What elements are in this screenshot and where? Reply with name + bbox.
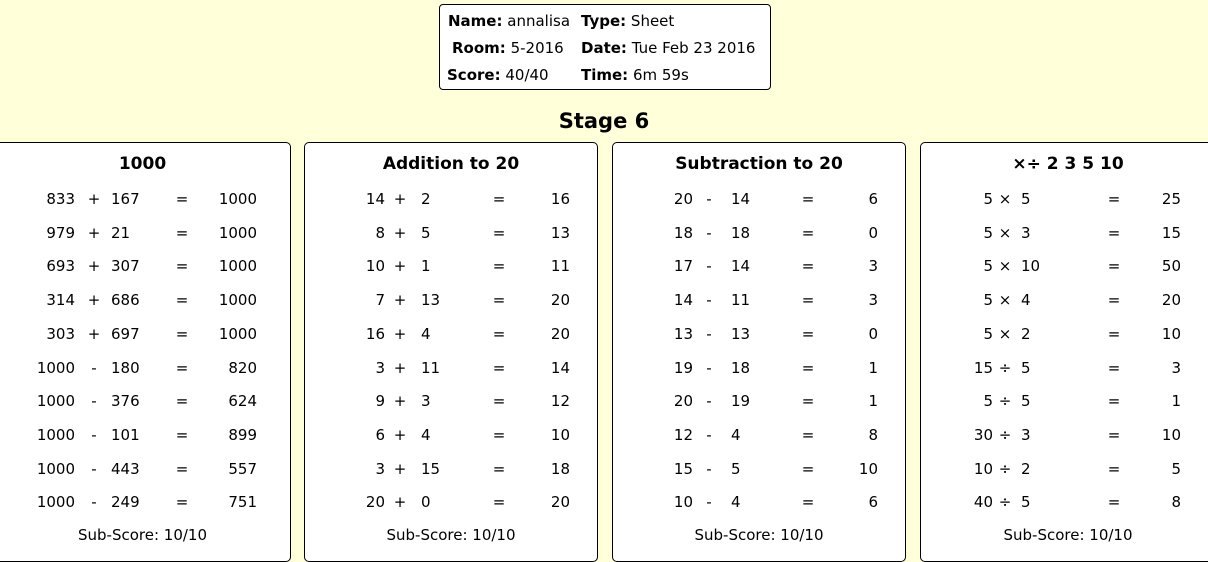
answer: 20 [550,493,570,512]
operand-b: 2 [1021,459,1031,478]
operand-a: 5 [983,257,993,276]
operand-b: 18 [731,358,751,377]
operator: + [393,223,407,242]
time-label: Time: [581,66,629,84]
operator: + [393,324,407,343]
operand-a: 3 [375,459,385,478]
equals-sign: = [1107,223,1121,242]
operand-a: 20 [365,493,385,512]
equation-row [921,322,1208,346]
answer: 10 [858,459,878,478]
equation-row [305,490,597,514]
operand-b: 21 [111,223,131,242]
operand-b: 3 [1021,223,1031,242]
answer: 15 [1161,223,1181,242]
equals-sign: = [1107,392,1121,411]
operand-a: 303 [46,324,75,343]
operator: - [706,459,712,478]
equals-sign: = [1107,459,1121,478]
equals-sign: = [175,459,189,478]
operator: - [706,190,712,208]
operand-b: 249 [111,493,140,512]
equation-row [921,221,1208,245]
operand-a: 10 [973,459,993,478]
equals-sign: = [1107,324,1121,343]
equation-row [613,389,905,413]
operand-b: 11 [421,358,441,377]
operator: - [91,459,97,478]
equals-sign: = [801,459,815,478]
operator: ÷ [998,358,1012,377]
equals-sign: = [492,223,506,242]
operand-b: 167 [111,190,140,208]
operand-a: 5 [983,324,993,343]
operand-a: 3 [375,358,385,377]
operator: + [393,392,407,411]
operand-b: 443 [111,459,140,478]
panel-1000 [0,142,291,562]
equation-row [305,254,597,278]
operand-a: 15 [973,358,993,377]
operand-a: 1000 [36,459,75,478]
operand-a: 10 [365,257,385,276]
time-info [581,66,689,84]
operand-a: 20 [673,392,693,411]
time-value: 6m 59s [632,66,689,84]
sub-score: Sub-Score: 10/10 [77,526,208,544]
operand-a: 979 [46,223,75,242]
operand-b: 5 [421,223,431,242]
equals-sign: = [492,324,506,343]
panel-addition-to-20 [304,142,598,562]
equals-sign: = [492,190,506,208]
operator: + [393,257,407,276]
score-value: 40/40 [505,66,549,84]
operand-b: 13 [421,291,441,310]
operand-a: 833 [46,190,75,208]
operand-b: 4 [421,425,431,444]
equation-row [305,288,597,312]
operand-b: 19 [731,392,751,411]
equals-sign: = [1107,425,1121,444]
operand-b: 14 [731,257,751,276]
answer: 899 [228,425,257,444]
operator: - [706,291,712,310]
answer: 25 [1161,190,1181,208]
operand-a: 8 [375,223,385,242]
equals-sign: = [1107,257,1121,276]
operator: × [998,190,1012,208]
score-label: Score: [447,66,501,84]
equals-sign: = [801,190,815,208]
equals-sign: = [175,291,189,310]
operator: + [393,358,407,377]
equation-row [613,423,905,447]
operand-a: 7 [375,291,385,310]
operator: - [706,425,712,444]
equals-sign: = [492,459,506,478]
answer: 18 [550,459,570,478]
answer: 0 [868,223,878,242]
operand-b: 4 [731,425,741,444]
equals-sign: = [175,392,189,411]
equation-row [305,356,597,380]
operand-b: 4 [421,324,431,343]
answer: 1 [868,358,878,377]
equation-row [305,389,597,413]
equals-sign: = [492,493,506,512]
date-label: Date: [581,39,627,57]
equation-row [921,254,1208,278]
date-info [581,39,755,57]
operand-a: 18 [673,223,693,242]
equation-row [305,322,597,346]
operator: + [87,190,101,208]
operand-b: 5 [1021,493,1031,512]
answer: 1000 [218,291,257,310]
equals-sign: = [175,190,189,208]
equation-row [921,457,1208,481]
operand-a: 19 [673,358,693,377]
operand-a: 5 [983,223,993,242]
operand-a: 5 [983,190,993,208]
room-value: 5-2016 [510,39,564,57]
operand-b: 15 [421,459,441,478]
operator: - [91,392,97,411]
answer: 20 [1161,291,1181,310]
operator: + [393,425,407,444]
operand-b: 13 [731,324,751,343]
equals-sign: = [492,425,506,444]
equation-row [0,457,290,481]
operator: + [393,291,407,310]
operator: ÷ [998,425,1012,444]
equals-sign: = [801,425,815,444]
panel-title: Subtraction to 20 [675,154,843,174]
equation-row [305,221,597,245]
answer: 1000 [218,324,257,343]
operator: + [87,223,101,242]
operand-a: 40 [973,493,993,512]
name-info [448,12,570,30]
equals-sign: = [801,493,815,512]
operand-a: 13 [673,324,693,343]
panel-subtraction-to-20 [612,142,906,562]
answer: 10 [1161,324,1181,343]
equals-sign: = [175,358,189,377]
operand-b: 3 [421,392,431,411]
equals-sign: = [801,324,815,343]
operand-a: 1000 [36,392,75,411]
answer: 0 [868,324,878,343]
operator: + [87,257,101,276]
equals-sign: = [801,358,815,377]
equation-row [0,389,290,413]
panel-title: 1000 [118,154,167,174]
equation-row [613,356,905,380]
operand-b: 5 [1021,392,1031,411]
room-label: Room: [452,39,506,57]
operand-a: 9 [375,392,385,411]
operand-a: 5 [983,291,993,310]
operand-b: 686 [111,291,140,310]
operator: + [393,493,407,512]
answer: 12 [550,392,570,411]
operand-a: 20 [673,190,693,208]
operator: + [87,291,101,310]
equals-sign: = [801,392,815,411]
equation-row [0,356,290,380]
equals-sign: = [492,392,506,411]
room-info [452,39,564,57]
operator: - [706,324,712,343]
operand-b: 5 [1021,358,1031,377]
answer: 11 [550,257,570,276]
equals-sign: = [801,223,815,242]
operand-a: 1000 [36,358,75,377]
answer: 10 [1161,425,1181,444]
equation-row [0,322,290,346]
answer: 751 [228,493,257,512]
equals-sign: = [801,291,815,310]
answer: 14 [550,358,570,377]
operator: - [91,358,97,377]
answer: 16 [550,190,570,208]
equation-row [921,187,1208,211]
sub-score: Sub-Score: 10/10 [386,526,516,544]
info-box [439,4,771,90]
equals-sign: = [492,358,506,377]
equation-row [0,423,290,447]
sub-score: Sub-Score: 10/10 [1003,526,1133,544]
answer: 50 [1161,257,1181,276]
score-info [447,66,549,84]
equation-row [613,254,905,278]
answer: 1 [1171,392,1181,411]
type-info [581,12,674,30]
operand-a: 14 [365,190,385,208]
answer: 20 [550,291,570,310]
equation-row [613,490,905,514]
answer: 820 [228,358,257,377]
answer: 1000 [218,223,257,242]
operator: ÷ [998,392,1012,411]
equation-row [0,187,290,211]
equals-sign: = [175,324,189,343]
operand-b: 697 [111,324,140,343]
operand-a: 17 [673,257,693,276]
operand-b: 4 [1021,291,1031,310]
operand-b: 5 [731,459,741,478]
answer: 3 [868,291,878,310]
equation-row [0,288,290,312]
operand-a: 1000 [36,425,75,444]
equals-sign: = [1107,291,1121,310]
operator: × [998,324,1012,343]
operator: - [706,358,712,377]
panel-multiply-divide [920,142,1208,562]
operand-b: 2 [1021,324,1031,343]
equation-row [613,288,905,312]
equals-sign: = [175,493,189,512]
operator: - [706,257,712,276]
panel-title: Addition to 20 [382,154,520,174]
operand-b: 307 [111,257,140,276]
equation-row [613,187,905,211]
equation-row [921,356,1208,380]
operator: - [706,223,712,242]
name-label: Name: [448,12,503,30]
answer: 6 [868,190,878,208]
operand-a: 1000 [36,493,75,512]
operand-a: 30 [973,425,993,444]
equation-row [921,389,1208,413]
answer: 557 [228,459,257,478]
name-value: annalisa [507,12,571,30]
equals-sign: = [801,257,815,276]
answer: 20 [550,324,570,343]
answer: 10 [550,425,570,444]
answer: 3 [1171,358,1181,377]
panel-title: ×÷ 2 3 5 10 [1012,154,1124,174]
operand-b: 376 [111,392,140,411]
operand-a: 693 [46,257,75,276]
operand-a: 12 [673,425,693,444]
operand-b: 4 [731,493,741,512]
equals-sign: = [492,257,506,276]
answer: 5 [1171,459,1181,478]
operator: - [706,493,712,512]
answer: 13 [550,223,570,242]
operator: × [998,257,1012,276]
type-value: Sheet [630,12,675,30]
date-value: Tue Feb 23 2016 [631,39,756,57]
type-label: Type: [581,12,627,30]
equals-sign: = [175,223,189,242]
equation-row [613,221,905,245]
equation-row [921,288,1208,312]
equals-sign: = [492,291,506,310]
operator: ÷ [998,459,1012,478]
operator: + [393,459,407,478]
operand-a: 10 [673,493,693,512]
operand-b: 14 [731,190,751,208]
operand-b: 3 [1021,425,1031,444]
operand-b: 10 [1021,257,1041,276]
operator: × [998,223,1012,242]
operand-b: 5 [1021,190,1031,208]
equation-row [921,423,1208,447]
answer: 8 [868,425,878,444]
equation-row [305,457,597,481]
answer: 8 [1171,493,1181,512]
operand-b: 2 [421,190,431,208]
answer: 3 [868,257,878,276]
operand-a: 314 [46,291,75,310]
answer: 1 [868,392,878,411]
operator: + [393,190,407,208]
operand-a: 15 [673,459,693,478]
sub-score: Sub-Score: 10/10 [694,526,824,544]
answer: 6 [868,493,878,512]
equals-sign: = [1107,190,1121,208]
equation-row [613,457,905,481]
equation-row [921,490,1208,514]
equation-row [305,423,597,447]
stage-title: Stage 6 [558,109,650,133]
operand-a: 5 [983,392,993,411]
operand-b: 0 [421,493,431,512]
equation-row [0,254,290,278]
answer: 1000 [218,190,257,208]
answer: 624 [228,392,257,411]
operator: - [706,392,712,411]
equals-sign: = [175,257,189,276]
operator: × [998,291,1012,310]
operand-b: 18 [731,223,751,242]
equals-sign: = [1107,493,1121,512]
operator: + [87,324,101,343]
equation-row [305,187,597,211]
equation-row [0,490,290,514]
operator: ÷ [998,493,1012,512]
answer: 1000 [218,257,257,276]
equation-row [0,221,290,245]
operator: - [91,425,97,444]
operand-b: 11 [731,291,751,310]
equals-sign: = [175,425,189,444]
operand-a: 16 [365,324,385,343]
operand-a: 6 [375,425,385,444]
equals-sign: = [1107,358,1121,377]
operand-b: 101 [111,425,140,444]
equation-row [613,322,905,346]
operator: - [91,493,97,512]
operand-b: 180 [111,358,140,377]
operand-b: 1 [421,257,431,276]
operand-a: 14 [673,291,693,310]
